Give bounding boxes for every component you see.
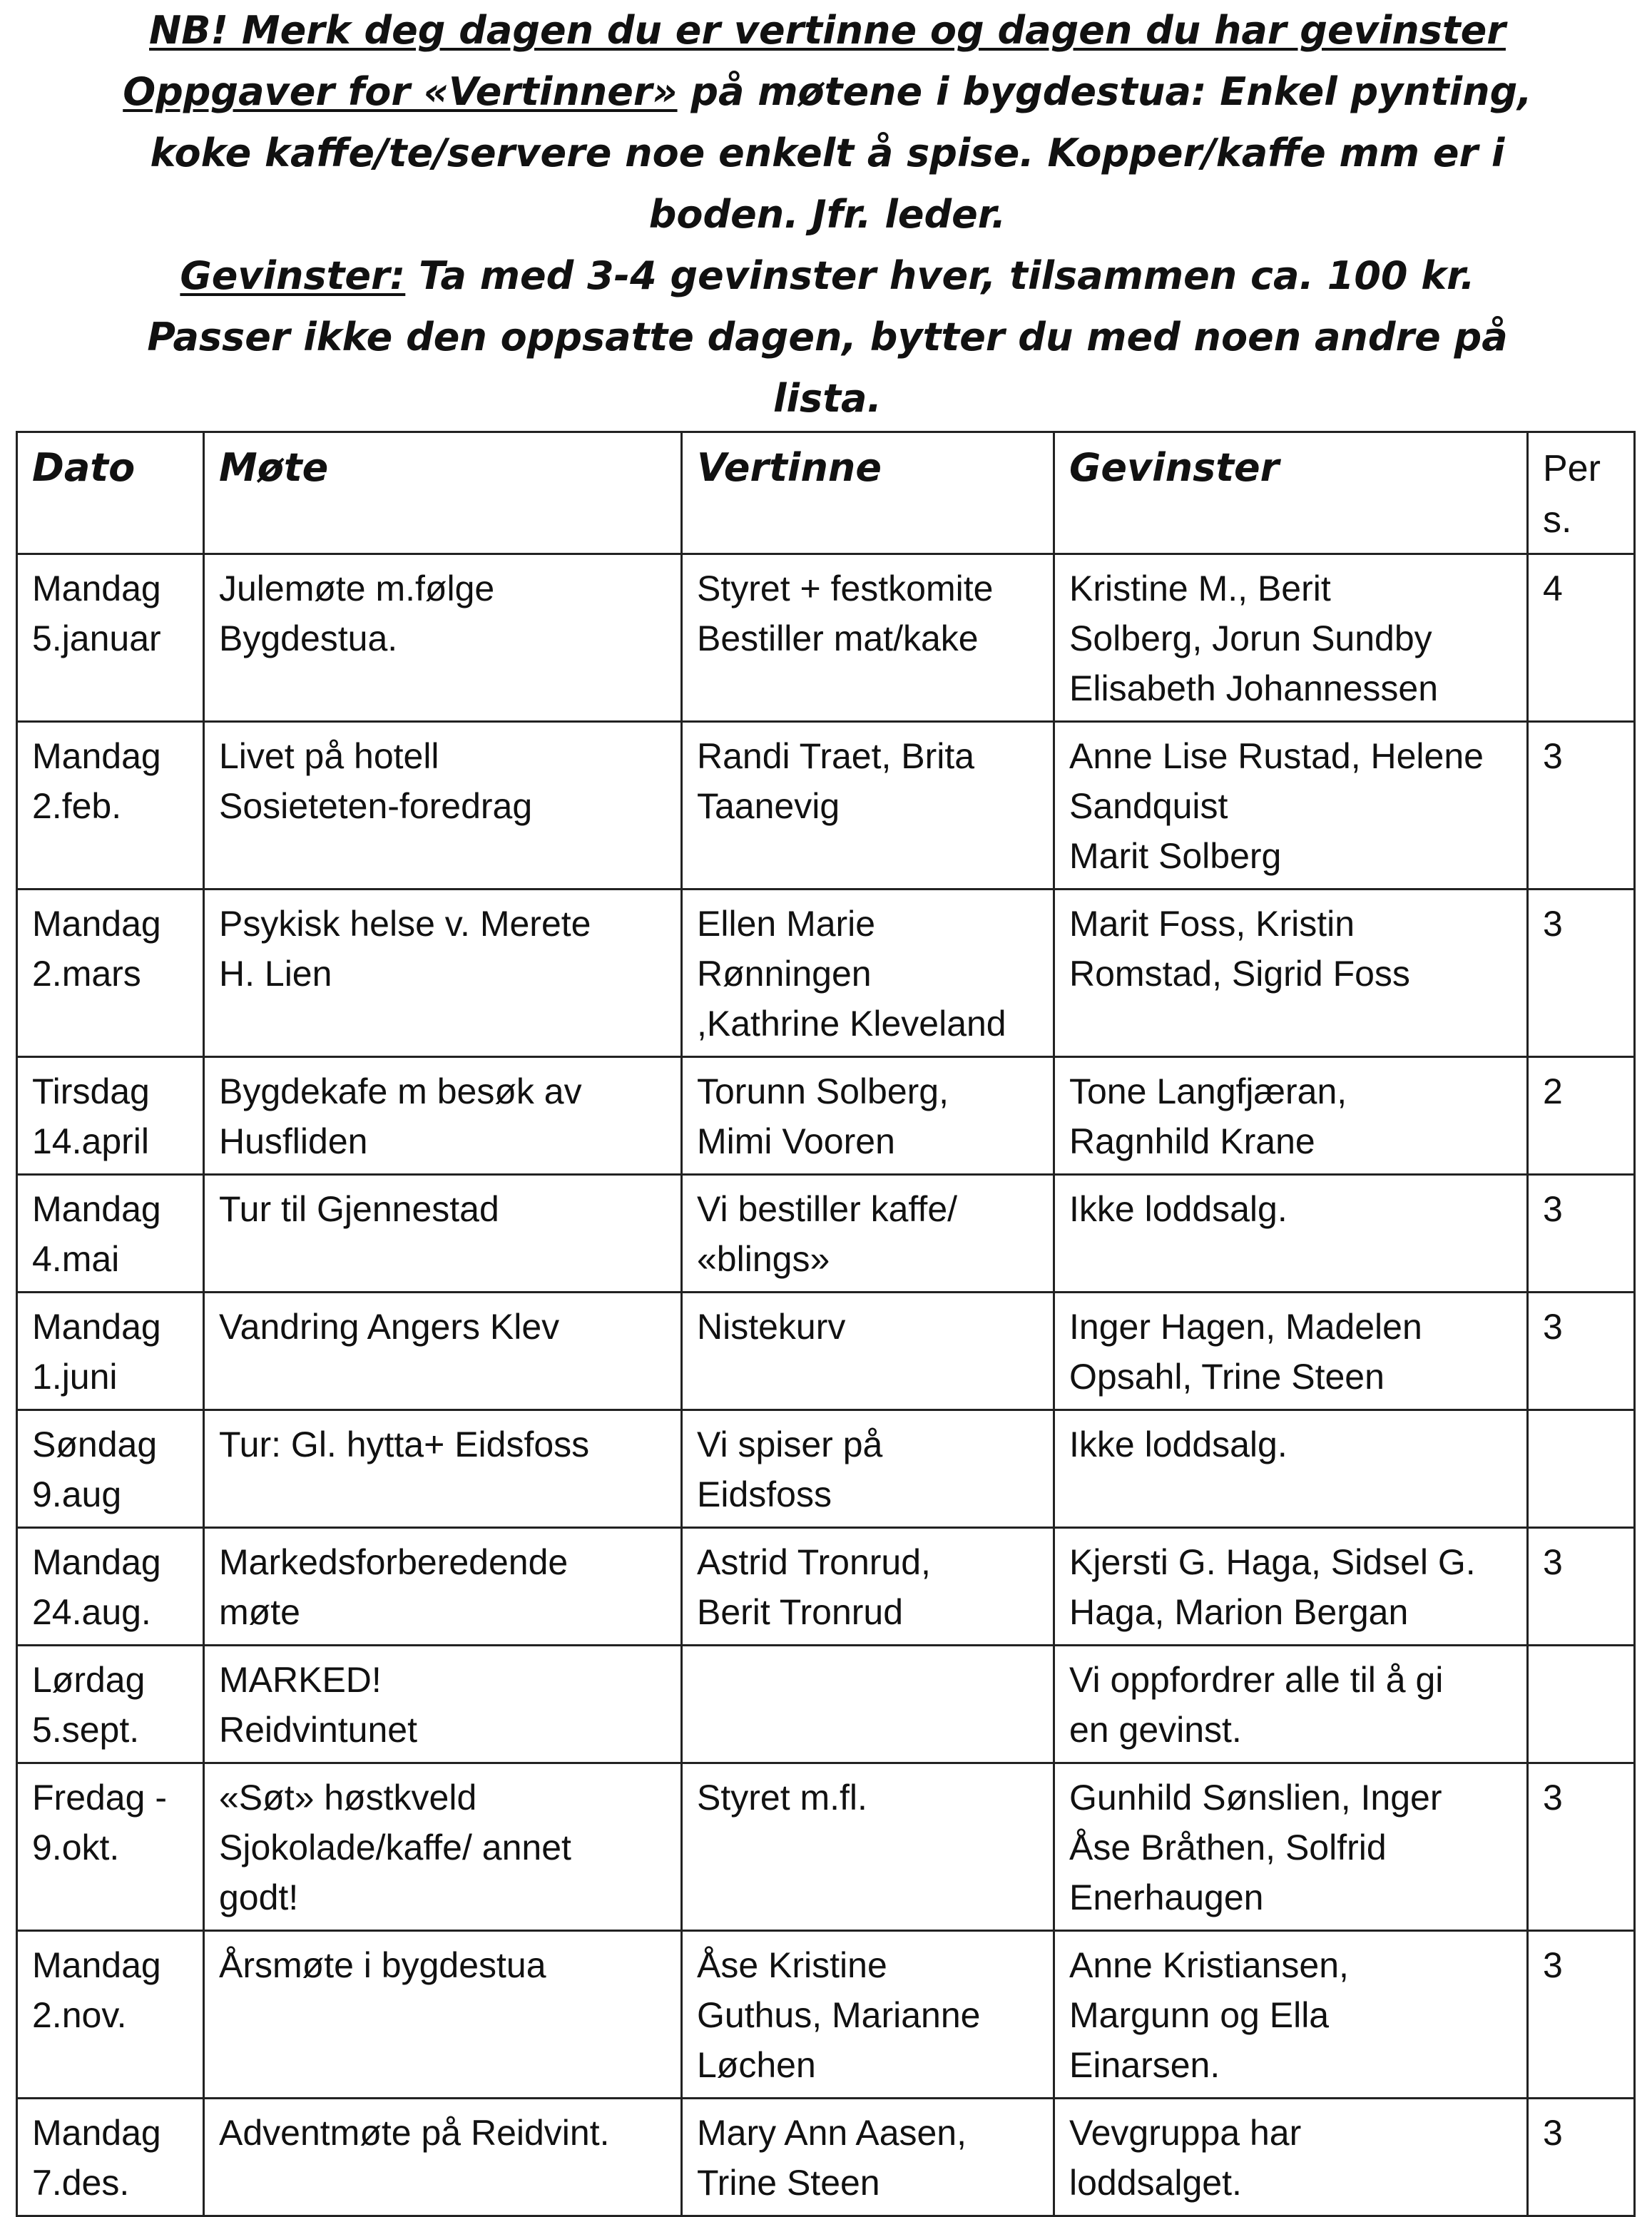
cell-gevinster: Vevgruppa har loddsalget. (1054, 2099, 1528, 2216)
cell-gevinster: Tone Langfjæran, Ragnhild Krane (1054, 1057, 1528, 1175)
cell-mote: Livet på hotell Sosieteten-foredrag (204, 722, 682, 890)
column-header-dato: Dato (17, 432, 204, 554)
cell-vertinne: Astrid Tronrud, Berit Tronrud (682, 1528, 1054, 1646)
table-row (17, 1175, 1635, 1293)
cell-mote: Adventmøte på Reidvint. (204, 2099, 682, 2216)
table-row (17, 1646, 1635, 1763)
column-header-vertinne: Vertinne (682, 432, 1054, 554)
cell-vertinne: Åse Kristine Guthus, Marianne Løchen (682, 1931, 1054, 2099)
cell-gevinster: Inger Hagen, Madelen Opsahl, Trine Steen (1054, 1293, 1528, 1410)
cell-vertinne: Vi bestiller kaffe/ «blings» (682, 1175, 1054, 1293)
schedule-body (17, 554, 1635, 2216)
cell-gevinster: Kjersti G. Haga, Sidsel G. Haga, Marion Bergan (1054, 1528, 1528, 1646)
cell-gevinster: Kristine M., Berit Solberg, Jorun Sundby Elisabeth Johannessen (1054, 554, 1528, 722)
cell-vertinne: Ellen Marie Rønningen ,Kathrine Kleveland (682, 890, 1054, 1057)
cell-mote: Vandring Angers Klev (204, 1293, 682, 1410)
tasks-heading: Oppgaver for «Vertinner» (123, 69, 678, 114)
table-row (17, 1293, 1635, 1410)
cell-vertinne: Nistekurv (682, 1293, 1054, 1410)
cell-vertinne (682, 1646, 1054, 1763)
notice-line-6: Passer ikke den oppsatte dagen, bytter du med noen andre på (147, 315, 1508, 360)
cell-gevinster: Vi oppfordrer alle til å gi en gevinst. (1054, 1646, 1528, 1763)
cell-mote: Tur til Gjennestad (204, 1175, 682, 1293)
cell-dato: Mandag 2.nov. (17, 1931, 204, 2099)
prizes-heading: Gevinster: (180, 253, 406, 298)
cell-pers: 3 (1528, 1175, 1635, 1293)
table-row (17, 1528, 1635, 1646)
table-header-row (17, 432, 1635, 554)
cell-pers (1528, 1410, 1635, 1528)
cell-pers: 4 (1528, 554, 1635, 722)
cell-dato: Fredag - 9.okt. (17, 1763, 204, 1931)
column-header-pers: Per s. (1528, 432, 1635, 554)
cell-pers: 3 (1528, 1293, 1635, 1410)
notice-line-5: Gevinster: Ta med 3-4 gevinster hver, tilsammen ca. 100 kr. (180, 253, 1475, 298)
cell-mote: MARKED! Reidvintunet (204, 1646, 682, 1763)
cell-mote: Markedsforberedende møte (204, 1528, 682, 1646)
cell-dato: Tirsdag 14.april (17, 1057, 204, 1175)
cell-vertinne: Torunn Solberg, Mimi Vooren (682, 1057, 1054, 1175)
cell-mote: Tur: Gl. hytta+ Eidsfoss (204, 1410, 682, 1528)
column-header-gevinster: Gevinster (1054, 432, 1528, 554)
cell-dato: Mandag 1.juni (17, 1293, 204, 1410)
cell-vertinne: Mary Ann Aasen, Trine Steen (682, 2099, 1054, 2216)
notice-header (43, 0, 1612, 429)
table-row (17, 1763, 1635, 1931)
cell-dato: Søndag 9.aug (17, 1410, 204, 1528)
notice-line-2: Oppgaver for «Vertinner» på møtene i bygdestua: Enkel pynting, (123, 69, 1532, 114)
table-row (17, 1057, 1635, 1175)
notice-line-3: koke kaffe/te/servere noe enkelt å spise. Kopper/kaffe mm er i (150, 131, 1505, 175)
cell-gevinster: Anne Kristiansen, Margunn og Ella Einarsen. (1054, 1931, 1528, 2099)
table-row (17, 890, 1635, 1057)
cell-gevinster: Anne Lise Rustad, Helene Sandquist Marit Solberg (1054, 722, 1528, 890)
column-header-mote: Møte (204, 432, 682, 554)
cell-vertinne: Styret + festkomite Bestiller mat/kake (682, 554, 1054, 722)
cell-gevinster: Gunhild Sønslien, Inger Åse Bråthen, Solfrid Enerhaugen (1054, 1763, 1528, 1931)
table-row (17, 1931, 1635, 2099)
cell-dato: Mandag 2.mars (17, 890, 204, 1057)
cell-vertinne: Styret m.fl. (682, 1763, 1054, 1931)
table-row (17, 1410, 1635, 1528)
cell-pers: 3 (1528, 2099, 1635, 2216)
cell-pers: 3 (1528, 1931, 1635, 2099)
notice-line-4: boden. Jfr. leder. (648, 192, 1006, 237)
cell-mote: «Søt» høstkveld Sjokolade/kaffe/ annet godt! (204, 1763, 682, 1931)
cell-pers: 3 (1528, 722, 1635, 890)
cell-dato: Mandag 4.mai (17, 1175, 204, 1293)
cell-pers: 3 (1528, 1528, 1635, 1646)
cell-pers (1528, 1646, 1635, 1763)
cell-pers: 3 (1528, 890, 1635, 1057)
cell-vertinne: Randi Traet, Brita Taanevig (682, 722, 1054, 890)
cell-dato: Mandag 2.feb. (17, 722, 204, 890)
cell-mote: Bygdekafe m besøk av Husfliden (204, 1057, 682, 1175)
cell-vertinne: Vi spiser på Eidsfoss (682, 1410, 1054, 1528)
cell-dato: Mandag 5.januar (17, 554, 204, 722)
cell-gevinster: Ikke loddsalg. (1054, 1175, 1528, 1293)
schedule-table (16, 431, 1636, 2217)
cell-mote: Julemøte m.følge Bygdestua. (204, 554, 682, 722)
table-row (17, 2099, 1635, 2216)
cell-dato: Mandag 7.des. (17, 2099, 204, 2216)
cell-mote: Psykisk helse v. Merete H. Lien (204, 890, 682, 1057)
table-row (17, 554, 1635, 722)
cell-dato: Mandag 24.aug. (17, 1528, 204, 1646)
notice-line-1: NB! Merk deg dagen du er vertinne og dagen du har gevinster (149, 8, 1506, 53)
cell-pers: 3 (1528, 1763, 1635, 1931)
cell-gevinster: Marit Foss, Kristin Romstad, Sigrid Foss (1054, 890, 1528, 1057)
cell-dato: Lørdag 5.sept. (17, 1646, 204, 1763)
table-row (17, 722, 1635, 890)
cell-pers: 2 (1528, 1057, 1635, 1175)
cell-gevinster: Ikke loddsalg. (1054, 1410, 1528, 1528)
notice-line-7: lista. (773, 376, 882, 421)
cell-mote: Årsmøte i bygdestua (204, 1931, 682, 2099)
